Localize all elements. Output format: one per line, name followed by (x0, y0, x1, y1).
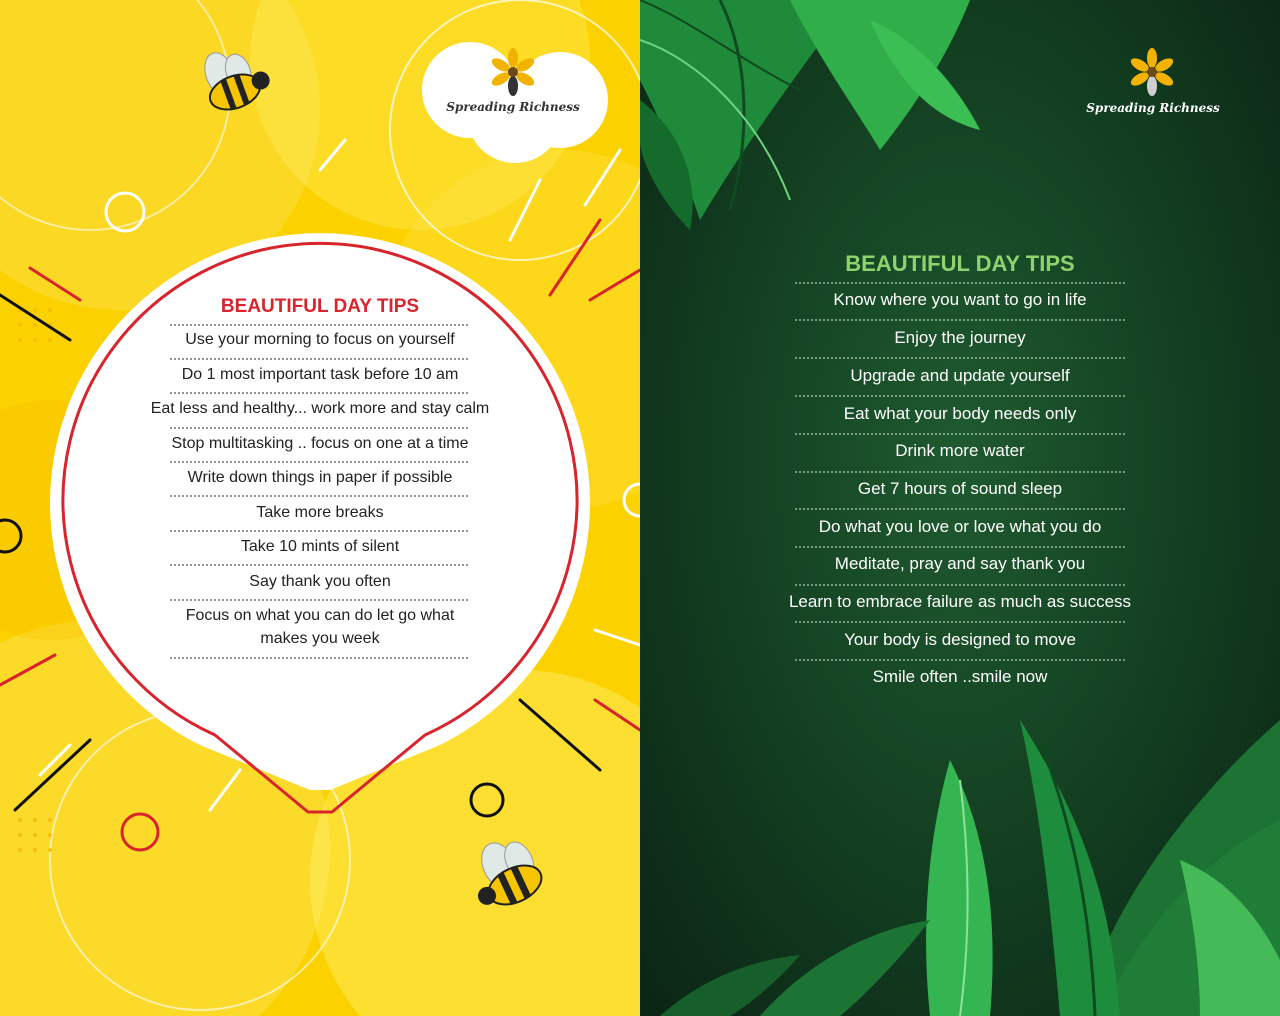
tip-item: makes you week (260, 630, 380, 647)
tip-item: Take 10 mints of silent (240, 538, 400, 555)
tip-item: Meditate, pray and say thank you (834, 554, 1086, 573)
tip-item: Enjoy the journey (894, 328, 1026, 347)
tip-item: Do what you love or love what you do (818, 517, 1102, 536)
tip-item: Learn to embrace failure as much as success (788, 592, 1132, 611)
tip-item: Upgrade and update yourself (850, 366, 1070, 385)
tips-heading: BEAUTIFUL DAY TIPS (220, 296, 420, 317)
tip-item: Get 7 hours of sound sleep (857, 479, 1063, 498)
brand-logo-text: Spreading Richness (446, 100, 580, 114)
tip-item: Take more breaks (256, 504, 384, 521)
tip-item: Say thank you often (249, 573, 391, 590)
tips-heading: BEAUTIFUL DAY TIPS (845, 251, 1075, 276)
tip-item: Your body is designed to move (844, 630, 1076, 649)
tip-item: Eat less and healthy... work more and stay calm (150, 400, 490, 417)
leaf-decoration (660, 720, 1280, 1016)
flower-logo-icon (1129, 48, 1176, 96)
tip-item: Focus on what you can do let go what (185, 607, 455, 624)
tip-item: Do 1 most important task before 10 am (181, 366, 459, 383)
tip-item: Drink more water (895, 441, 1025, 460)
right-page (640, 0, 1280, 1016)
leaf-decoration (640, 0, 980, 230)
tip-item: Use your morning to focus on yourself (185, 331, 455, 348)
tip-item: Stop multitasking .. focus on one at a time (171, 435, 469, 452)
brand-logo-text: Spreading Richness (1086, 101, 1220, 115)
tip-item: Write down things in paper if possible (187, 469, 453, 486)
tip-item: Know where you want to go in life (833, 290, 1087, 309)
tip-item: Smile often ..smile now (872, 667, 1048, 686)
right-background-art (640, 0, 1280, 1016)
tip-item: Eat what your body needs only (843, 404, 1077, 423)
